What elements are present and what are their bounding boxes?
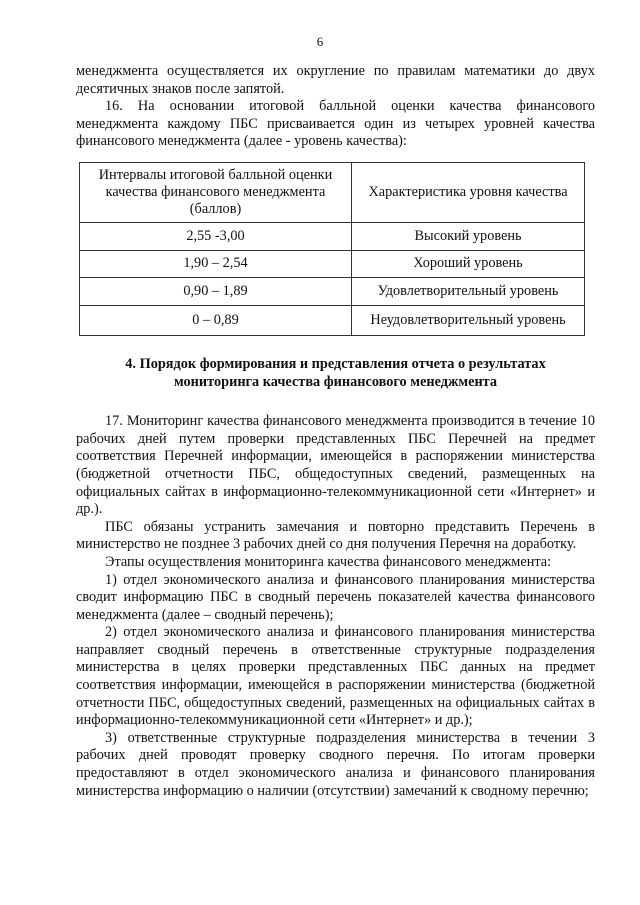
item-16-paragraph: 16. На основании итоговой балльной оценки качества финансового менеджмента каждому ПБС присваивается один из четырех уровней качества финансового менеджмента (далее - уровень качества):	[76, 98, 595, 150]
level-cell: Неудовлетворительный уровень	[352, 305, 585, 335]
table-row	[80, 277, 585, 305]
intro-line-2: десятичных знаков после запятой.	[76, 80, 285, 97]
stage-3-paragraph: 3) ответственные структурные подразделения министерства в течении 3 рабочих дней проводят проверку сводного перечня. По итогам проверки предоставляют в отдел экономического анализа и финансового планирования министерства информацию о наличии (отсутствии) замечаний к сводному перечню;	[76, 729, 595, 799]
header-intervals-cell: Интервалы итоговой балльной оценки качества финансового менеджмента (баллов)	[80, 162, 352, 222]
intro-line-1: менеджмента осуществляется их округление по правилам математики до двух	[76, 63, 595, 79]
level-cell: Высокий уровень	[352, 222, 585, 250]
table-row	[80, 305, 585, 335]
table-header-row	[80, 162, 585, 222]
level-cell: Удовлетворительный уровень	[352, 277, 585, 305]
range-cell: 2,55 -3,00	[80, 222, 352, 250]
item-17-paragraph: 17. Мониторинг качества финансового менеджмента производится в течение 10 рабочих дней путем проверки представленных ПБС Перечней на предмет соответствия Перечней информации, имеющейся в распоряжении министерства (бюджетной отчетности ПБС, общедоступных сведений, размещенных на официальных сайтах в информационно-телекоммуникационной сети «Интернет» и др.).	[76, 413, 595, 518]
header-level-cell: Характеристика уровня качества	[352, 162, 585, 222]
table-row	[80, 222, 585, 250]
quality-levels-table	[79, 162, 585, 336]
page-number: 6	[316, 34, 324, 49]
table-row	[80, 250, 585, 277]
stage-2-paragraph: 2) отдел экономического анализа и финансового планирования министерства направляет сводный перечень в ответственные структурные подразделения министерства в целях проверки представленных ПБС данных на предмет соответствия информации, имеющейся в распоряжении министерства (бюджетной отчетности ПБС, общедоступных сведений, размещенных на официальных сайтах в информационно-телекоммуникационной сети «Интернет» и др.);	[76, 624, 595, 729]
section-4-heading-line-1: 4. Порядок формирования и представления отчета о результатах	[125, 355, 546, 372]
range-cell: 1,90 – 2,54	[80, 250, 352, 277]
range-cell: 0,90 – 1,89	[80, 277, 352, 305]
level-cell: Хороший уровень	[352, 250, 585, 277]
section-4-heading-line-2: мониторинга качества финансового менеджмента	[173, 373, 498, 390]
stage-1-paragraph: 1) отдел экономического анализа и финансового планирования министерства сводит информацию ПБС в сводный перечень показателей качества финансового менеджмента (далее – сводный перечень);	[76, 571, 595, 623]
stages-intro-paragraph: Этапы осуществления мониторинга качества финансового менеджмента:	[105, 553, 552, 570]
document-page	[76, 0, 595, 800]
pbs-obliged-paragraph: ПБС обязаны устранить замечания и повторно представить Перечень в министерство не позднее 3 рабочих дней со дня получения Перечня на доработку.	[76, 518, 595, 553]
range-cell: 0 – 0,89	[80, 305, 352, 335]
